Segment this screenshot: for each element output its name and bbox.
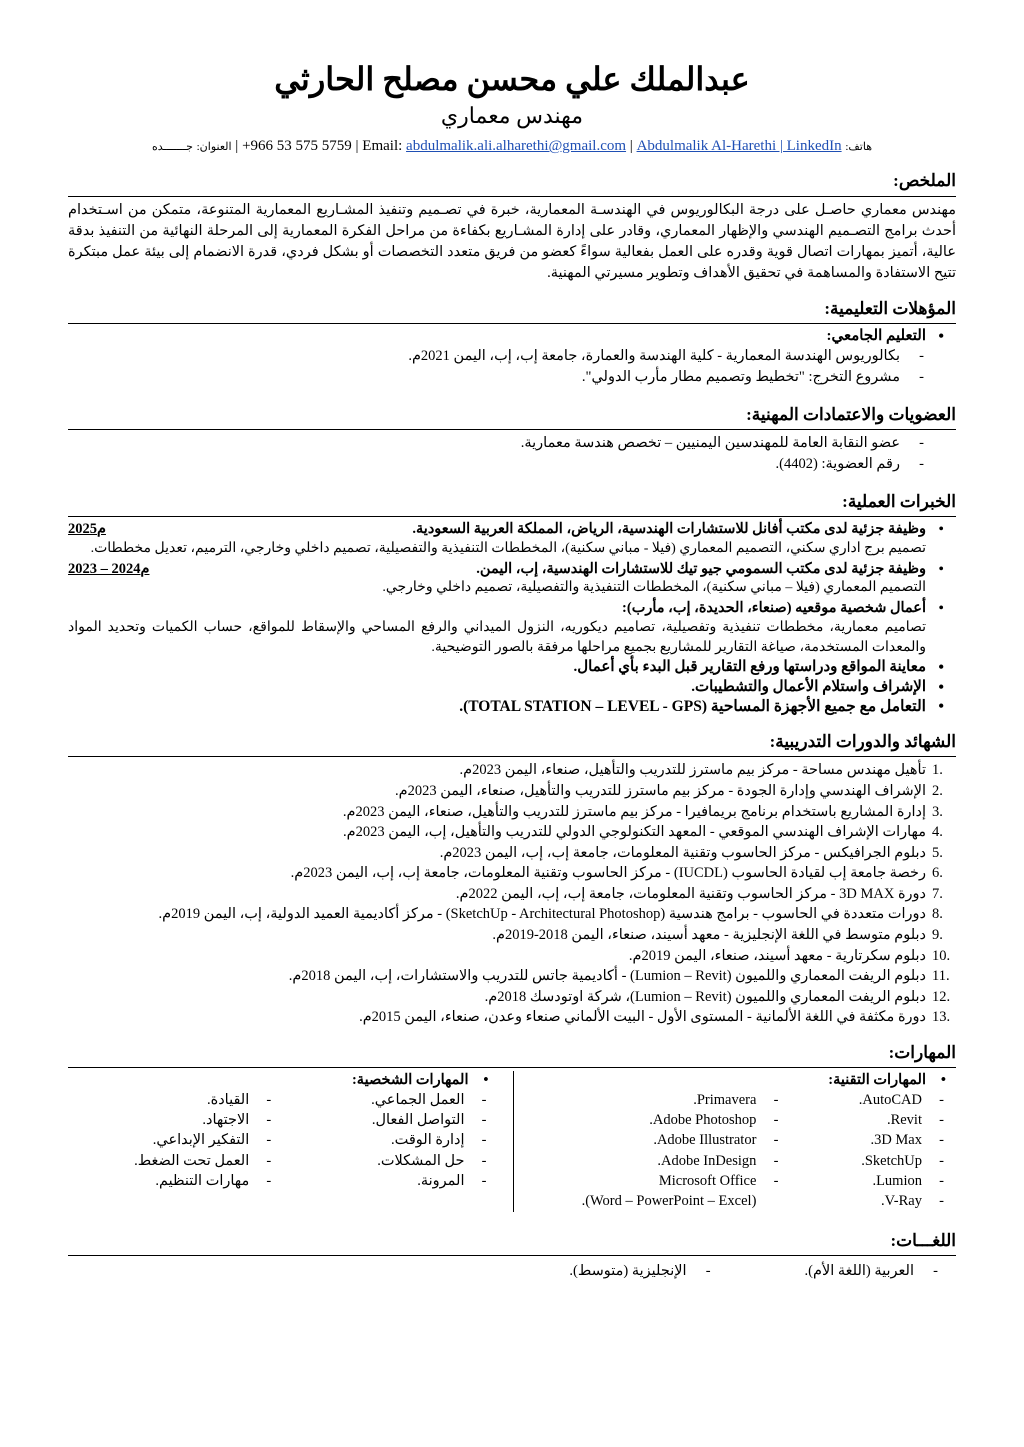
summary-text: مهندس معماري حاصـل على درجة البكالوريوس في الهندسـة المعمارية، خبرة في تصـميم وتنفيذ المشـاريع المعمارية المتنوعة، متمكن من اسـتخدام أحدث برامج التصـميم الهندسي والإظهار المعماري، وقادر على إدارة المشـاريع بكفاءة من مراحل الفكرة المعمارية إلى المرحلة النهائية من التنفيذ بدقة عالية، أتميز بمهارات اتصال قوية وقدره على العمل بفعالية سواءً كعضو من فريق متعدد التخصصات أو بشكل فردي، قدرة الانضمام إلى بيئة عمل مبتكرة تتيح الاستفادة والمساهمة في تحقيق الأهداف وتطوير مسيرتي المهنية. [68, 201, 956, 281]
cert-item: 2. الإشراف الهندسي وإدارة الجودة - مركز بيم ماسترز للتدريب والتأهيل، صنعاء، اليمن 2023م. [395, 783, 943, 800]
separator: | [235, 137, 239, 154]
language-item: - الإنجليزية (متوسط). [569, 1262, 714, 1281]
certs-list [68, 760, 956, 1028]
phone-number[interactable]: +966 53 575 5759 [242, 137, 352, 154]
tech-skill: - Lumion. [790, 1171, 956, 1191]
soft-skill: - العمل تحت الضغط. [68, 1151, 283, 1171]
education-item: - مشروع التخرج: "تخطيط وتصميم مطار مأرب الدولي". [68, 367, 928, 388]
job-title: مهندس معماري [440, 103, 584, 129]
soft-skill: - الاجتهاد. [68, 1110, 283, 1130]
memberships-heading: العضويات والاعتمادات المهنية: [68, 404, 956, 430]
tech-skill: (Word – PowerPoint – Excel). [581, 1193, 757, 1210]
email-block [362, 138, 630, 154]
tech-skill: - Revit. [790, 1110, 956, 1130]
tech-skill: - V-Ray. [790, 1191, 956, 1211]
address-value: جـــــــده [151, 140, 193, 153]
tech-skill: - 3D Max. [790, 1130, 956, 1150]
certs-section [68, 731, 956, 1028]
tech-skills [513, 1071, 957, 1212]
education-item: - بكالوريوس الهندسة المعمارية - كلية الهندسة والعمارة، جامعة إب، إب، اليمن 2021م. [68, 346, 928, 367]
full-name: عبدالملك علي محسن مصلح الحارثي [274, 61, 750, 97]
soft-skill: - إدارة الوقت. [283, 1130, 498, 1150]
summary-section [68, 170, 956, 283]
experience-section [68, 491, 956, 717]
address-label: العنوان: [196, 140, 232, 153]
job-entry [68, 520, 948, 559]
cert-item: 3. إدارة المشاريع باستخدام برنامج بريمافيرا - مركز بيم ماسترز للتدريب والتأهيل، صنعاء، اليمن 2023م. [342, 803, 943, 820]
cert-item: 10. دبلوم سكرتارية - معهد أسيند، صنعاء، اليمن 2019م. [628, 947, 951, 964]
cert-item: 8. دورات متعددة في الحاسوب - برامج هندسية (SketchUp - Architectural Photoshop) - مركز أكاديمية العميد الدولية، إب، اليمن 2019م. [158, 906, 943, 923]
cert-item: 4. مهارات الإشراف الهندسي الموقعي - المعهد التكنولوجي الدولي للتدريب والتأهيل، إب، اليمن 2023م. [342, 824, 943, 841]
soft-skill: - التواصل الفعال. [283, 1110, 498, 1130]
membership-item: - عضو النقابة العامة للمهندسين اليمنيين – تخصص هندسة معمارية. [68, 433, 928, 454]
education-section [68, 298, 956, 389]
experience-extra: • معاينة المواقع ودراستها ورفع التقارير قبل البدء بأي أعمال. [68, 658, 948, 678]
experience-extra: • الإشراف واستلام الأعمال والتشطيبات. [68, 678, 948, 698]
job-title: • وظيفة جزئية لدى مكتب السمومي جيو تيك للاستشارات الهندسية، إب، اليمن. [476, 560, 926, 577]
job-entry [68, 560, 948, 599]
separator: | [629, 137, 633, 154]
tech-skill: - SketchUp. [790, 1151, 956, 1171]
experience-extra: • التعامل مع جميع الأجهزة المساحية (TOTAL STATION – LEVEL - GPS). [68, 697, 948, 717]
membership-item: - رقم العضوية: (4402). [68, 454, 928, 475]
soft-skills-heading: • المهارات الشخصية: [68, 1071, 499, 1090]
job-description: تصميم برج اداري سكني، التصميم المعماري (فيلا - مباني سكنية)، المخططات التنفيذية والتفصيلية، تصميم داخلي وخارجي، الترميم، تعديل مخططات. [90, 541, 926, 557]
experience-heading: الخبرات العملية: [68, 491, 956, 517]
job-title: • أعمال شخصية موقعيه (صنعاء، الحديدة، إب، مأرب): [622, 599, 926, 616]
job-date: 2023 – 2024م [68, 560, 150, 577]
phone-label: هاتف: [845, 140, 873, 153]
tech-skill: - Adobe Photoshop. [526, 1110, 791, 1130]
tech-skills-heading: • المهارات التقنية: [526, 1071, 957, 1090]
tech-skill: - AutoCAD. [790, 1090, 956, 1110]
job-title: • وظيفة جزئية لدى مكتب أفانل للاستشارات الهندسية، الرياض، المملكة العربية السعودية. [412, 521, 926, 538]
contact-line [68, 137, 956, 157]
cert-item: 9. دبلوم متوسط في اللغة الإنجليزية - معهد أسيند، صنعاء، اليمن 2018-2019م. [492, 927, 943, 944]
cert-item: 13. دورة مكثفة في اللغة الألمانية - المستوى الأول - البيت الألماني صنعاء وعدن، صنعاء، اليمن 2015م. [359, 1009, 951, 1026]
languages-heading: اللغـــات: [68, 1230, 956, 1256]
cert-item: 12. دبلوم الريفت المعماري واللميون (Lumion – Revit)، شركة اوتودسك 2018م. [484, 988, 951, 1005]
job-date: 2025م [68, 521, 106, 538]
tech-skill: - Adobe Illustrator. [526, 1130, 791, 1150]
summary-heading: الملخص: [68, 170, 956, 196]
education-subheading: • التعليم الجامعي: [68, 327, 948, 347]
certs-heading: الشهائد والدورات التدريبية: [68, 731, 956, 757]
job-entry [68, 599, 948, 658]
email-label: Email: [362, 137, 403, 154]
education-heading: المؤهلات التعليمية: [68, 298, 956, 324]
soft-skill: - العمل الجماعي. [283, 1090, 498, 1110]
cert-item: 6. رخصة جامعة إب لقيادة الحاسوب (IUCDL) - مركز الحاسوب وتقنية المعلومات، جامعة إب، إب، اليمن 2023م. [290, 865, 943, 882]
soft-skill: - التفكير الإبداعي. [68, 1130, 283, 1150]
soft-skills [68, 1071, 513, 1212]
cert-item: 7. دورة 3D MAX - مركز الحاسوب وتقنية المعلومات، جامعة إب، إب، اليمن 2022م. [455, 885, 943, 902]
separator: | [355, 137, 359, 154]
tech-skill: - Adobe InDesign. [526, 1151, 791, 1171]
soft-skill: - المرونة. [283, 1171, 498, 1191]
job-description: تصاميم معمارية، مخططات تنفيذية وتفصيلية، تصاميم ديكوريه، النزول الميداني والرفع المساحي والإسقاط للمواقع، حساب الكميات وتحديد المواد والمعدات المستخدمة، صياغة التقارير للمشاريع بجميع مراحلها مرفقة بالصور التوضيحية. [68, 619, 926, 655]
soft-skill: - القيادة. [68, 1090, 283, 1110]
cert-item: 11. دبلوم الريفت المعماري واللميون (Lumion – Revit) - أكاديمية جاتس للتدريب والاستشارات، إب، اليمن 2018م. [288, 968, 950, 985]
cert-item: 5. دبلوم الجرافيكس - مركز الحاسوب وتقنية المعلومات، جامعة إب، إب، اليمن 2023م. [439, 844, 943, 861]
linkedin-link[interactable]: Abdulmalik Al-Harethi | LinkedIn [636, 137, 842, 154]
job-description: التصميم المعماري (فيلا – مباني سكنية)، المخططات التنفيذية والتفصيلية، تصميم داخلي وخارجي. [382, 580, 926, 596]
tech-skill: - Microsoft Office [526, 1171, 791, 1191]
skills-heading: المهارات: [68, 1042, 956, 1068]
memberships-section [68, 404, 956, 475]
tech-skill: - Primavera. [526, 1090, 791, 1110]
language-item: - العربية (اللغة الأم). [805, 1262, 942, 1281]
languages-section [68, 1230, 956, 1281]
email-link[interactable]: abdulmalik.ali.alharethi@gmail.com [406, 137, 627, 154]
soft-skill: - حل المشكلات. [283, 1151, 498, 1171]
cert-item: 1. تأهيل مهندس مساحة - مركز بيم ماسترز للتدريب والتأهيل، صنعاء، اليمن 2023م. [459, 762, 943, 779]
skills-section [68, 1042, 956, 1212]
soft-skill: - مهارات التنظيم. [68, 1171, 283, 1191]
